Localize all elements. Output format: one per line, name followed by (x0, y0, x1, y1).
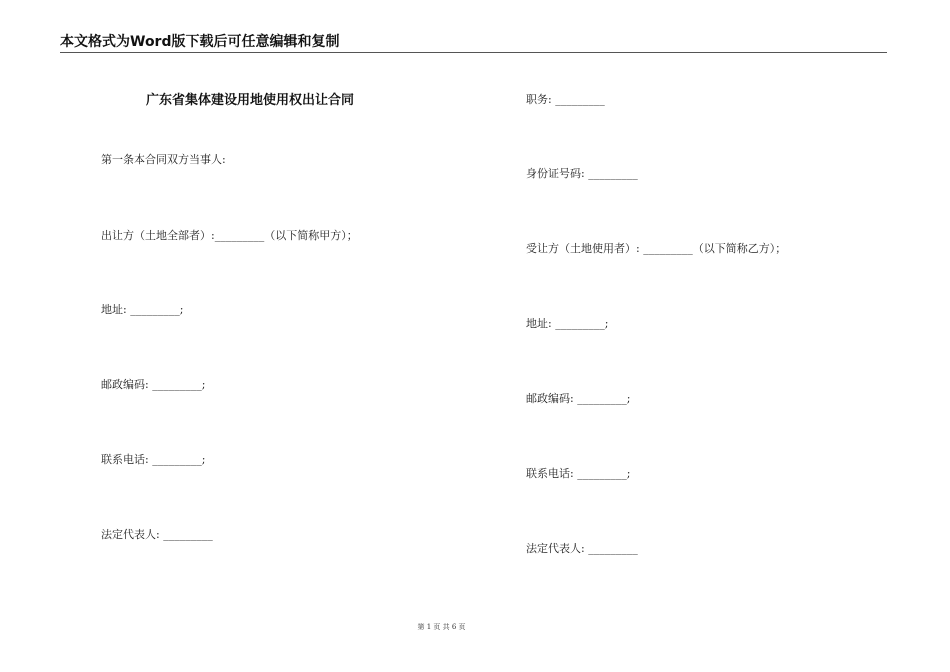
grantor-line: 出让方（土地全部者）:_________（以下简称甲方）； (101, 229, 358, 242)
grantee-line: 受让方（土地使用者）: _________（以下简称乙方）； (526, 242, 787, 255)
header-divider (60, 52, 887, 53)
position-line: 职务: _________ (526, 93, 605, 106)
grantee-address-line: 地址: _________; (526, 317, 609, 330)
clause-parties-heading: 第一条本合同双方当事人: (101, 153, 226, 166)
grantor-legal-rep-line: 法定代表人: _________ (101, 528, 213, 541)
grantor-postcode-line: 邮政编码: _________; (101, 378, 206, 391)
grantee-phone-line: 联系电话: _________; (526, 467, 631, 480)
grantee-postcode-line: 邮政编码: _________; (526, 392, 631, 405)
page-header (60, 33, 887, 51)
header-text: 本文格式为Word版下载后可任意编辑和复制 (60, 34, 340, 50)
document-title: 广东省集体建设用地使用权出让合同 (146, 93, 355, 108)
page-number: 第 1 页 共 6 页 (417, 623, 466, 631)
grantee-legal-rep-line: 法定代表人: _________ (526, 542, 638, 555)
id-number-line: 身份证号码: _________ (526, 167, 638, 180)
grantor-address-line: 地址: _________; (101, 303, 184, 316)
grantor-phone-line: 联系电话: _________; (101, 453, 206, 466)
